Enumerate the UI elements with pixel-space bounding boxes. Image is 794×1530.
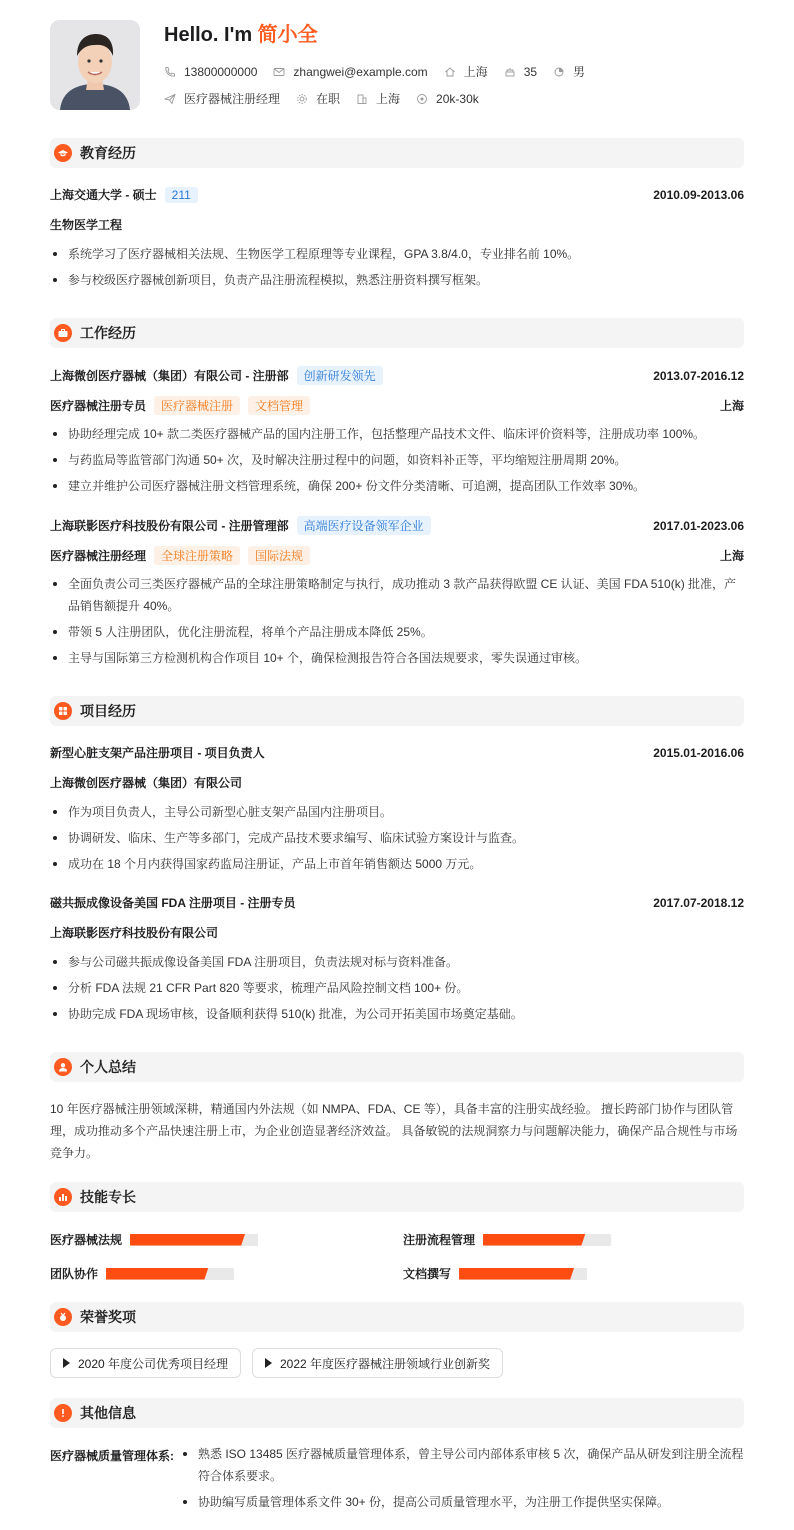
project-title-row [50,894,744,911]
project-company: 上海微创医疗器械（集团）有限公司 [50,776,243,790]
phone-item [164,65,257,79]
section-awards [50,1302,744,1332]
skill-name: 文档撰写 [403,1267,452,1281]
section-work [50,318,744,348]
send-icon [164,93,176,105]
list-item: 带领 5 人注册团队，优化注册流程，将单个产品注册成本降低 25%。 [50,621,744,643]
skill-item [403,1231,611,1248]
info-icon [54,1404,72,1422]
city-item [356,90,400,107]
list-item: 协助经理完成 10+ 款二类医疗器械产品的国内注册工作，包括整理产品技术文件、临床评价资料等，注册成功率 100%。 [50,423,744,445]
building-icon [356,93,368,105]
status-item [296,90,340,107]
company-name: 上海微创医疗器械（集团）有限公司 - 注册部 [50,369,289,383]
project-title: 磁共振成像设备美国 FDA 注册项目 - 注册专员 [50,896,296,910]
status-text: 在职 [316,92,341,106]
role-tag: 国际法规 [248,546,310,565]
role-tag: 文档管理 [248,396,310,415]
skill-bar [483,1234,611,1246]
work-period: 2017.01-2023.06 [653,518,744,533]
play-icon [63,1358,70,1368]
project-company: 上海联影医疗科技股份有限公司 [50,926,219,940]
skill-bar-fill [459,1268,574,1280]
grid-icon [54,702,72,720]
skill-item [403,1265,587,1282]
age-item [504,65,537,79]
company-name: 上海联影医疗科技股份有限公司 - 注册管理部 [50,519,289,533]
section-projects [50,696,744,726]
section-title: 技能专长 [80,1189,136,1205]
email-item [273,65,427,79]
other-label: 医疗器械质量管理体系: [50,1449,174,1463]
job-item [164,90,280,107]
list-item: 成功在 18 个月内获得国家药监局注册证，产品上市首年销售额达 5000 万元。 [50,853,744,875]
skill-bar-fill [130,1234,245,1246]
list-item: 熟悉 ISO 13485 医疗器械质量管理体系，曾主导公司内部体系审核 5 次，确保产品从研发到注册全流程符合体系要求。 [180,1443,744,1487]
skill-bar [130,1234,258,1246]
location-text: 上海 [463,65,488,79]
list-item: 作为项目负责人，主导公司新型心脏支架产品国内注册项目。 [50,801,744,823]
work-company-row [50,516,744,535]
work-city: 上海 [719,549,744,563]
work-period: 2013.07-2016.12 [653,368,744,383]
job-row [164,90,495,107]
avatar [50,20,140,110]
salary-item [416,92,479,106]
city-text: 上海 [376,92,401,106]
list-item: 全面负责公司三类医疗器械产品的全球注册策略制定与执行，成功推动 3 款产品获得欧盟 CE 认证、美国 FDA 510(k) 批准，产品销售额提升 40%。 [50,573,744,617]
gender-icon [553,66,565,78]
contact-row [164,63,601,80]
role-title: 医疗器械注册专员 [50,399,147,413]
home-icon [444,66,456,78]
list-item: 主导与国际第三方检测机构合作项目 10+ 个，确保检测报告符合各国法规要求，零失误通过审核。 [50,647,744,669]
work-role-row [50,396,744,415]
greeting [164,18,318,47]
play-icon [265,1358,272,1368]
gear-icon [296,93,308,105]
age-text: 35 [523,64,538,79]
section-title: 教育经历 [80,145,136,161]
section-title: 其他信息 [80,1405,136,1421]
company-tag: 高端医疗设备领军企业 [297,516,431,535]
list-item: 参与公司磁共振成像设备美国 FDA 注册项目，负责法规对标与资料准备。 [50,951,744,973]
list-item: 与药监局等监管部门沟通 50+ 次，及时解决注册过程中的问题，如资料补正等，平均缩短注册周期 20%。 [50,449,744,471]
gender-text: 男 [573,65,586,79]
briefcase-icon [54,324,72,342]
skill-bar-fill [106,1268,208,1280]
skill-bar [106,1268,234,1280]
role-tag: 医疗器械注册 [154,396,240,415]
project-title: 新型心脏支架产品注册项目 - 项目负责人 [50,746,265,760]
skill-name: 医疗器械法规 [50,1233,123,1247]
project-period: 2015.01-2016.06 [653,745,744,760]
list-item: 参与校级医疗器械创新项目，负责产品注册流程模拟，熟悉注册资料撰写框架。 [50,269,744,291]
award-item [252,1348,503,1378]
section-title: 项目经历 [80,703,136,719]
section-title: 个人总结 [80,1059,136,1075]
work-company-row [50,366,744,385]
section-skills [50,1182,744,1212]
job-title: 医疗器械注册经理 [184,92,281,106]
school-name: 上海交通大学 - 硕士 [50,188,157,202]
avatar-photo [50,20,140,110]
school-tag: 211 [165,187,198,203]
project-title-row [50,744,744,761]
section-title: 工作经历 [80,325,136,341]
skill-bar [459,1268,587,1280]
skill-bar-fill [483,1234,585,1246]
skill-name: 注册流程管理 [403,1233,476,1247]
section-other [50,1398,744,1428]
list-item: 分析 FDA 法规 21 CFR Part 820 等要求，梳理产品风险控制文档 100+ 份。 [50,977,744,999]
award-text: 2020 年度公司优秀项目经理 [78,1356,229,1371]
user-icon [54,1058,72,1076]
bar-chart-icon [54,1188,72,1206]
skill-item [50,1265,234,1282]
section-education [50,138,744,168]
phone-icon [164,66,176,78]
coin-icon [416,93,428,105]
education-header [50,186,744,203]
role-tag: 全球注册策略 [154,546,240,565]
graduation-cap-icon [54,144,72,162]
list-item: 建立并维护公司医疗器械注册文档管理系统，确保 200+ 份文件分类清晰、可追溯，提高团队工作效率 30%。 [50,475,744,497]
list-item: 协助完成 FDA 现场审核，设备顺利获得 510(k) 批准，为公司开拓美国市场奠定基础。 [50,1003,744,1025]
company-tag: 创新研发领先 [297,366,383,385]
skill-item [50,1231,258,1248]
project-period: 2017.07-2018.12 [653,895,744,910]
summary-text: 10 年医疗器械注册领域深耕，精通国内外法规（如 NMPA、FDA、CE 等），具备丰富的注册实战经验。 擅长跨部门协作与团队管理，成功推动多个产品快速注册上市，为企业创造显著经济效益。 具备敏锐的法规洞察力与问题解决能力，确保产品合规性与市场竞争力。 [50,1102,738,1160]
award-item [50,1348,241,1378]
location-item [444,63,488,80]
email-address: zhangwei@example.com [293,64,428,79]
role-title: 医疗器械注册经理 [50,549,147,563]
candidate-name: 简小全 [257,24,318,46]
award-text: 2022 年度医疗器械注册领域行业创新奖 [280,1356,491,1371]
section-title: 荣誉奖项 [80,1309,136,1325]
list-item: 系统学习了医疗器械相关法规、生物医学工程原理等专业课程，GPA 3.8/4.0，专业排名前 10%。 [50,243,744,265]
section-summary [50,1052,744,1082]
work-city: 上海 [719,399,744,413]
cake-icon [504,66,516,78]
salary-text: 20k-30k [436,91,479,106]
gender-item [553,63,585,80]
list-item: 协调研发、临床、生产等多部门，完成产品技术要求编写、临床试验方案设计与监查。 [50,827,744,849]
mail-icon [273,66,285,78]
list-item: 协助编写质量管理体系文件 30+ 份，提高公司质量管理水平，为注册工作提供坚实保障。 [180,1491,744,1513]
work-role-row [50,546,744,565]
education-period: 2010.09-2013.06 [653,187,744,202]
major: 生物医学工程 [50,218,123,232]
greeting-prefix: Hello. I'm [164,24,258,46]
phone-number: 13800000000 [184,64,258,79]
skill-name: 团队协作 [50,1267,99,1281]
medal-icon [54,1308,72,1326]
